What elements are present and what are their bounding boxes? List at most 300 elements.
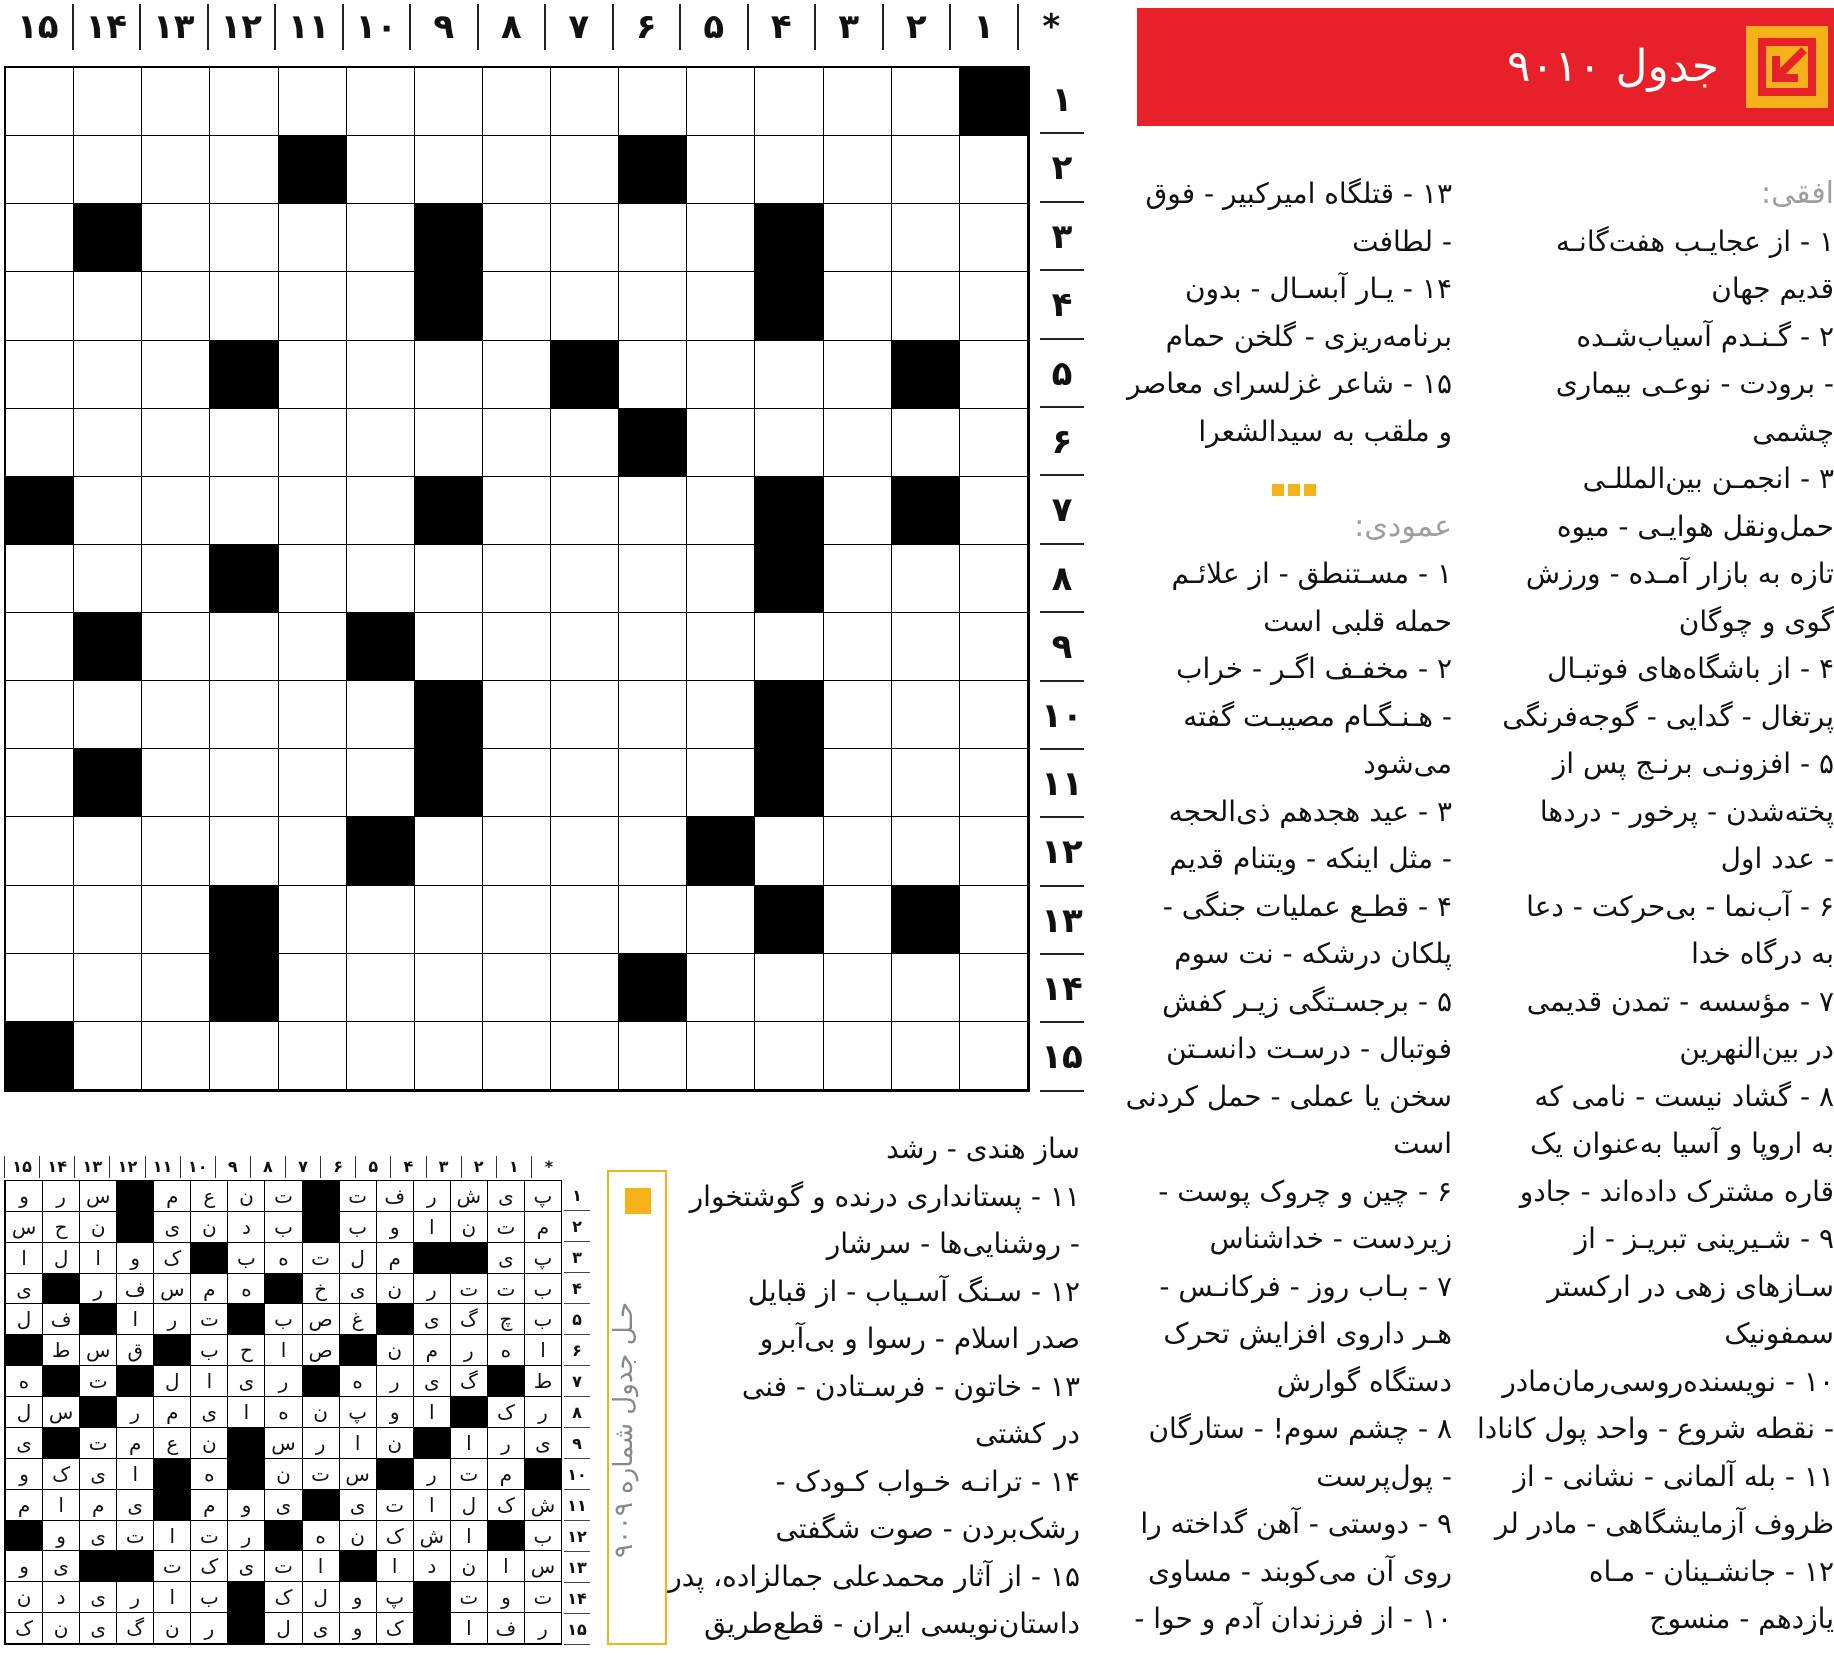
empty-cell[interactable] <box>755 613 823 681</box>
solution-letter: ت <box>487 1212 524 1243</box>
empty-cell[interactable] <box>415 409 483 477</box>
solution-letter: ل <box>153 1366 190 1397</box>
empty-cell[interactable] <box>824 204 892 272</box>
empty-cell[interactable] <box>551 477 619 545</box>
empty-cell[interactable] <box>74 477 142 545</box>
solution-letter: ن <box>450 1551 487 1582</box>
solution-letter: د <box>413 1551 450 1582</box>
solution-letter: ل <box>42 1243 79 1274</box>
empty-cell[interactable] <box>6 136 74 204</box>
empty-cell[interactable] <box>960 272 1028 340</box>
empty-cell[interactable] <box>551 817 619 885</box>
solution-letter: ک <box>376 1613 413 1644</box>
empty-cell[interactable] <box>483 886 551 954</box>
empty-cell[interactable] <box>279 341 347 409</box>
empty-cell[interactable] <box>142 545 210 613</box>
empty-cell[interactable] <box>6 613 74 681</box>
empty-cell[interactable] <box>347 272 415 340</box>
empty-cell[interactable] <box>347 136 415 204</box>
clue-line: ۲ - گـنـدم آسیاب‌شـده <box>1576 319 1834 353</box>
solution-letter: ن <box>227 1181 264 1212</box>
solution-letter: ف <box>42 1304 79 1335</box>
empty-cell[interactable] <box>824 886 892 954</box>
empty-cell[interactable] <box>892 545 960 613</box>
empty-cell[interactable] <box>347 545 415 613</box>
solution-letter: ت <box>450 1459 487 1490</box>
clue-line: - مثل اینکه - ویتنام قدیم <box>1169 842 1452 875</box>
empty-cell[interactable] <box>960 749 1028 817</box>
empty-cell[interactable] <box>824 409 892 477</box>
solution-letter: ا <box>450 1521 487 1552</box>
solution-black-cell <box>227 1304 264 1335</box>
empty-cell[interactable] <box>892 68 960 136</box>
empty-cell[interactable] <box>210 613 278 681</box>
clue-line: در بین‌النهرین <box>1679 1032 1834 1065</box>
solution-letter: ی <box>227 1366 264 1397</box>
solution-letter: و <box>339 1613 376 1644</box>
empty-cell[interactable] <box>279 886 347 954</box>
empty-cell[interactable] <box>551 954 619 1022</box>
empty-cell[interactable] <box>619 613 687 681</box>
empty-cell[interactable] <box>210 1022 278 1090</box>
solution-black-cell <box>376 1304 413 1335</box>
solution-black-cell <box>450 1243 487 1274</box>
solution-letter: ه <box>5 1366 42 1397</box>
empty-cell[interactable] <box>142 613 210 681</box>
empty-cell[interactable] <box>279 954 347 1022</box>
empty-cell[interactable] <box>960 204 1028 272</box>
empty-cell[interactable] <box>210 204 278 272</box>
solution-letter: ف <box>376 1181 413 1212</box>
solution-column-number: ۷ <box>285 1156 320 1178</box>
solution-letter: ت <box>264 1551 301 1582</box>
solution-letter: ت <box>302 1243 339 1274</box>
empty-cell[interactable] <box>755 341 823 409</box>
empty-cell[interactable] <box>74 681 142 749</box>
clue-line: تازه به بازار آمـده - ورزش <box>1525 557 1834 590</box>
empty-cell[interactable] <box>142 477 210 545</box>
solution-row-numbers <box>564 1180 590 1645</box>
clue-line: به اروپا و آسیا به‌عنوان یک <box>1530 1127 1834 1160</box>
empty-cell[interactable] <box>824 341 892 409</box>
empty-cell[interactable] <box>687 341 755 409</box>
empty-cell[interactable] <box>415 136 483 204</box>
empty-cell[interactable] <box>755 1022 823 1090</box>
empty-cell[interactable] <box>279 1022 347 1090</box>
empty-cell[interactable] <box>687 613 755 681</box>
empty-cell[interactable] <box>74 954 142 1022</box>
clue-line: ۵ - افزونـی برنـج پس از <box>1552 747 1834 780</box>
empty-cell[interactable] <box>210 136 278 204</box>
solution-letter: ن <box>376 1274 413 1305</box>
empty-cell[interactable] <box>687 886 755 954</box>
empty-cell[interactable] <box>415 817 483 885</box>
empty-cell[interactable] <box>824 68 892 136</box>
empty-cell[interactable] <box>347 886 415 954</box>
empty-cell[interactable] <box>6 545 74 613</box>
solution-row-number: ۱ <box>564 1180 590 1211</box>
empty-cell[interactable] <box>415 886 483 954</box>
empty-cell[interactable] <box>6 749 74 817</box>
empty-cell[interactable] <box>551 136 619 204</box>
empty-cell[interactable] <box>483 681 551 749</box>
solution-letter: ت <box>450 1582 487 1613</box>
empty-cell[interactable] <box>755 68 823 136</box>
empty-cell[interactable] <box>279 409 347 477</box>
empty-cell[interactable] <box>6 68 74 136</box>
solution-row-number: ۷ <box>564 1366 590 1397</box>
black-cell <box>755 477 823 545</box>
solution-letter: م <box>153 1397 190 1428</box>
empty-cell[interactable] <box>483 817 551 885</box>
solution-letter: ت <box>450 1274 487 1305</box>
empty-cell[interactable] <box>960 341 1028 409</box>
row-number: ۱۰ <box>1040 682 1084 750</box>
empty-cell[interactable] <box>483 341 551 409</box>
empty-cell[interactable] <box>347 1022 415 1090</box>
empty-cell[interactable] <box>279 68 347 136</box>
empty-cell[interactable] <box>74 545 142 613</box>
empty-cell[interactable] <box>347 681 415 749</box>
clue-line: ۱۳ - خاتون - فرسـتادن - فنی <box>741 1369 1080 1403</box>
solution-letter: ب <box>227 1243 264 1274</box>
solution-letter: ل <box>339 1243 376 1274</box>
empty-cell[interactable] <box>74 68 142 136</box>
empty-cell[interactable] <box>279 272 347 340</box>
solution-letter: ب <box>190 1335 227 1366</box>
solution-letter: ر <box>524 1613 561 1644</box>
empty-cell[interactable] <box>279 477 347 545</box>
empty-cell[interactable] <box>755 136 823 204</box>
empty-cell[interactable] <box>551 613 619 681</box>
empty-cell[interactable] <box>824 477 892 545</box>
empty-cell[interactable] <box>960 477 1028 545</box>
empty-cell[interactable] <box>279 749 347 817</box>
empty-cell[interactable] <box>210 409 278 477</box>
row-number: ۳ <box>1040 203 1084 271</box>
empty-cell[interactable] <box>687 68 755 136</box>
solution-black-cell <box>264 1274 301 1305</box>
column-number: ۵ <box>679 4 747 50</box>
empty-cell[interactable] <box>142 817 210 885</box>
solution-letter: ا <box>487 1551 524 1582</box>
empty-cell[interactable] <box>483 954 551 1022</box>
empty-cell[interactable] <box>142 681 210 749</box>
empty-cell[interactable] <box>415 545 483 613</box>
empty-cell[interactable] <box>142 409 210 477</box>
empty-cell[interactable] <box>892 681 960 749</box>
empty-cell[interactable] <box>619 817 687 885</box>
empty-cell[interactable] <box>892 954 960 1022</box>
empty-cell[interactable] <box>74 272 142 340</box>
empty-cell[interactable] <box>687 477 755 545</box>
empty-cell[interactable] <box>755 954 823 1022</box>
empty-cell[interactable] <box>551 68 619 136</box>
column-number: ۹ <box>409 4 477 50</box>
empty-cell[interactable] <box>483 204 551 272</box>
empty-cell[interactable] <box>347 409 415 477</box>
empty-cell[interactable] <box>892 204 960 272</box>
solution-black-cell <box>413 1613 450 1644</box>
empty-cell[interactable] <box>347 68 415 136</box>
black-cell <box>347 613 415 681</box>
solution-letter: ا <box>153 1521 190 1552</box>
solution-letter: ا <box>153 1582 190 1613</box>
solution-letter: و <box>227 1490 264 1521</box>
empty-cell[interactable] <box>415 68 483 136</box>
empty-cell[interactable] <box>619 477 687 545</box>
empty-cell[interactable] <box>6 681 74 749</box>
empty-cell[interactable] <box>960 817 1028 885</box>
solution-letter: ر <box>227 1521 264 1552</box>
empty-cell[interactable] <box>142 886 210 954</box>
empty-cell[interactable] <box>619 886 687 954</box>
empty-cell[interactable] <box>619 341 687 409</box>
empty-cell[interactable] <box>619 1022 687 1090</box>
solution-letter: و <box>487 1582 524 1613</box>
empty-cell[interactable] <box>892 272 960 340</box>
solution-letter: ص <box>302 1304 339 1335</box>
black-cell <box>74 749 142 817</box>
empty-cell[interactable] <box>551 749 619 817</box>
empty-cell[interactable] <box>483 409 551 477</box>
empty-cell[interactable] <box>824 681 892 749</box>
solution-letter: ک <box>487 1397 524 1428</box>
clue-line: برنامه‌ریزی - گلخن حمام <box>1165 319 1452 353</box>
empty-cell[interactable] <box>210 681 278 749</box>
empty-cell[interactable] <box>74 409 142 477</box>
empty-cell[interactable] <box>347 954 415 1022</box>
clue-line: یازدهم - منسوج <box>1649 1602 1834 1635</box>
empty-cell[interactable] <box>619 68 687 136</box>
solution-letter: ن <box>339 1521 376 1552</box>
empty-cell[interactable] <box>6 272 74 340</box>
solution-column-number: ۵ <box>355 1156 390 1178</box>
empty-cell[interactable] <box>279 681 347 749</box>
empty-cell[interactable] <box>210 749 278 817</box>
empty-cell[interactable] <box>74 1022 142 1090</box>
row-number: ۱۵ <box>1040 1023 1084 1091</box>
row-number: ۵ <box>1040 340 1084 408</box>
empty-cell[interactable] <box>824 613 892 681</box>
empty-cell[interactable] <box>960 1022 1028 1090</box>
solution-letter: ی <box>79 1521 116 1552</box>
clue-line: روی آن می‌کوبند - مساوی <box>1147 1554 1452 1588</box>
empty-cell[interactable] <box>142 1022 210 1090</box>
empty-cell[interactable] <box>892 1022 960 1090</box>
empty-cell[interactable] <box>892 749 960 817</box>
empty-cell[interactable] <box>347 341 415 409</box>
solution-logo-icon <box>625 1188 651 1214</box>
solution-column-number: ۱۰ <box>180 1156 215 1178</box>
empty-cell[interactable] <box>279 613 347 681</box>
solution-letter: ل <box>450 1490 487 1521</box>
solution-black-cell <box>42 1366 79 1397</box>
solution-row-number: ۵ <box>564 1304 590 1335</box>
solution-letter: ر <box>302 1428 339 1459</box>
empty-cell[interactable] <box>755 409 823 477</box>
solution-column-number: ۱ <box>496 1156 531 1178</box>
empty-cell[interactable] <box>892 613 960 681</box>
solution-black-cell <box>413 1243 450 1274</box>
empty-cell[interactable] <box>892 136 960 204</box>
empty-cell[interactable] <box>415 341 483 409</box>
clue-line: ۴ - قطـع عملیات جنگی - <box>1162 889 1452 923</box>
column-number: ۱ <box>949 4 1017 50</box>
crossword-grid[interactable] <box>4 66 1030 1092</box>
empty-cell[interactable] <box>960 136 1028 204</box>
empty-cell[interactable] <box>210 817 278 885</box>
empty-cell[interactable] <box>74 817 142 885</box>
empty-cell[interactable] <box>687 204 755 272</box>
empty-cell[interactable] <box>687 136 755 204</box>
empty-cell[interactable] <box>210 68 278 136</box>
empty-cell[interactable] <box>279 817 347 885</box>
empty-cell[interactable] <box>483 613 551 681</box>
empty-cell[interactable] <box>687 749 755 817</box>
solution-column-number: ۱۴ <box>39 1156 74 1178</box>
empty-cell[interactable] <box>960 545 1028 613</box>
empty-cell[interactable] <box>755 817 823 885</box>
solution-letter: ر <box>79 1274 116 1305</box>
empty-cell[interactable] <box>279 204 347 272</box>
empty-cell[interactable] <box>142 204 210 272</box>
clue-line: سخن یا عملی - حمل کردنی <box>1125 1079 1452 1113</box>
clue-line: حمله قلبی است <box>1263 604 1452 638</box>
empty-cell[interactable] <box>142 749 210 817</box>
empty-cell[interactable] <box>6 886 74 954</box>
empty-cell[interactable] <box>960 681 1028 749</box>
empty-cell[interactable] <box>824 749 892 817</box>
empty-cell[interactable] <box>892 409 960 477</box>
empty-cell[interactable] <box>347 477 415 545</box>
empty-cell[interactable] <box>6 817 74 885</box>
empty-cell[interactable] <box>687 954 755 1022</box>
empty-cell[interactable] <box>142 341 210 409</box>
empty-cell[interactable] <box>483 136 551 204</box>
solution-letter: ا <box>264 1335 301 1366</box>
empty-cell[interactable] <box>960 409 1028 477</box>
solution-row-number: ۱۴ <box>564 1583 590 1614</box>
clue-line: - عدد اول <box>1720 842 1834 875</box>
empty-cell[interactable] <box>74 886 142 954</box>
empty-cell[interactable] <box>619 749 687 817</box>
empty-cell[interactable] <box>960 954 1028 1022</box>
empty-cell[interactable] <box>74 136 142 204</box>
empty-cell[interactable] <box>210 272 278 340</box>
empty-cell[interactable] <box>483 477 551 545</box>
solution-black-cell <box>413 1582 450 1613</box>
solution-black-cell <box>79 1304 116 1335</box>
empty-cell[interactable] <box>960 613 1028 681</box>
empty-cell[interactable] <box>824 1022 892 1090</box>
clue-line: زیردست - خداشناس <box>1209 1222 1452 1255</box>
empty-cell[interactable] <box>210 477 278 545</box>
row-number: ۱ <box>1040 66 1084 134</box>
empty-cell[interactable] <box>824 136 892 204</box>
empty-cell[interactable] <box>824 272 892 340</box>
empty-cell[interactable] <box>619 545 687 613</box>
empty-cell[interactable] <box>142 136 210 204</box>
solution-black-cell <box>116 1551 153 1582</box>
clue-line: رشک‌بردن - صوت شگفتی <box>775 1512 1080 1545</box>
empty-cell[interactable] <box>415 1022 483 1090</box>
solution-letter: ر <box>450 1335 487 1366</box>
solution-letter: ی <box>339 1274 376 1305</box>
empty-cell[interactable] <box>892 817 960 885</box>
solution-letter: ه <box>302 1521 339 1552</box>
puzzle-header-bar <box>1137 8 1834 126</box>
empty-cell[interactable] <box>687 545 755 613</box>
empty-cell[interactable] <box>415 954 483 1022</box>
empty-cell[interactable] <box>74 341 142 409</box>
empty-cell[interactable] <box>824 954 892 1022</box>
clue-line: ۹ - دوستی - آهن گداخته را <box>1140 1507 1452 1540</box>
solution-letter: ا <box>413 1490 450 1521</box>
column-number: ۱۳ <box>139 4 207 50</box>
empty-cell[interactable] <box>6 954 74 1022</box>
empty-cell[interactable] <box>824 817 892 885</box>
empty-cell[interactable] <box>483 68 551 136</box>
empty-cell[interactable] <box>687 272 755 340</box>
empty-cell[interactable] <box>619 681 687 749</box>
solution-letter: م <box>79 1490 116 1521</box>
empty-cell[interactable] <box>551 204 619 272</box>
solution-letter: پ <box>339 1397 376 1428</box>
empty-cell[interactable] <box>483 272 551 340</box>
empty-cell[interactable] <box>142 272 210 340</box>
solution-black-cell <box>116 1366 153 1397</box>
solution-letter: ب <box>524 1521 561 1552</box>
solution-letter: ه <box>227 1274 264 1305</box>
solution-black-cell <box>153 1335 190 1366</box>
empty-cell[interactable] <box>347 749 415 817</box>
solution-letter: ر <box>487 1428 524 1459</box>
clue-line: ۱۰ - نویسنده‌روسی‌رمان‌مادر <box>1502 1364 1834 1398</box>
solution-letter: ا <box>376 1551 413 1582</box>
empty-cell[interactable] <box>347 204 415 272</box>
empty-cell[interactable] <box>142 68 210 136</box>
clue-line: ساز هندی - رشد <box>886 1132 1080 1165</box>
empty-cell[interactable] <box>619 272 687 340</box>
empty-cell[interactable] <box>551 272 619 340</box>
empty-cell[interactable] <box>619 204 687 272</box>
empty-cell[interactable] <box>279 545 347 613</box>
empty-cell[interactable] <box>415 613 483 681</box>
empty-cell[interactable] <box>483 1022 551 1090</box>
empty-cell[interactable] <box>142 954 210 1022</box>
empty-cell[interactable] <box>551 409 619 477</box>
empty-cell[interactable] <box>551 886 619 954</box>
empty-cell[interactable] <box>6 409 74 477</box>
empty-cell[interactable] <box>483 545 551 613</box>
empty-cell[interactable] <box>687 681 755 749</box>
empty-cell[interactable] <box>687 409 755 477</box>
empty-cell[interactable] <box>551 681 619 749</box>
solution-letter: ل <box>302 1582 339 1613</box>
empty-cell[interactable] <box>551 1022 619 1090</box>
solution-letter: ک <box>5 1613 42 1644</box>
empty-cell[interactable] <box>551 545 619 613</box>
empty-cell[interactable] <box>960 886 1028 954</box>
solution-letter: د <box>42 1582 79 1613</box>
empty-cell[interactable] <box>483 749 551 817</box>
empty-cell[interactable] <box>6 341 74 409</box>
solution-letter: ص <box>302 1335 339 1366</box>
empty-cell[interactable] <box>824 545 892 613</box>
empty-cell[interactable] <box>687 1022 755 1090</box>
empty-cell[interactable] <box>6 204 74 272</box>
